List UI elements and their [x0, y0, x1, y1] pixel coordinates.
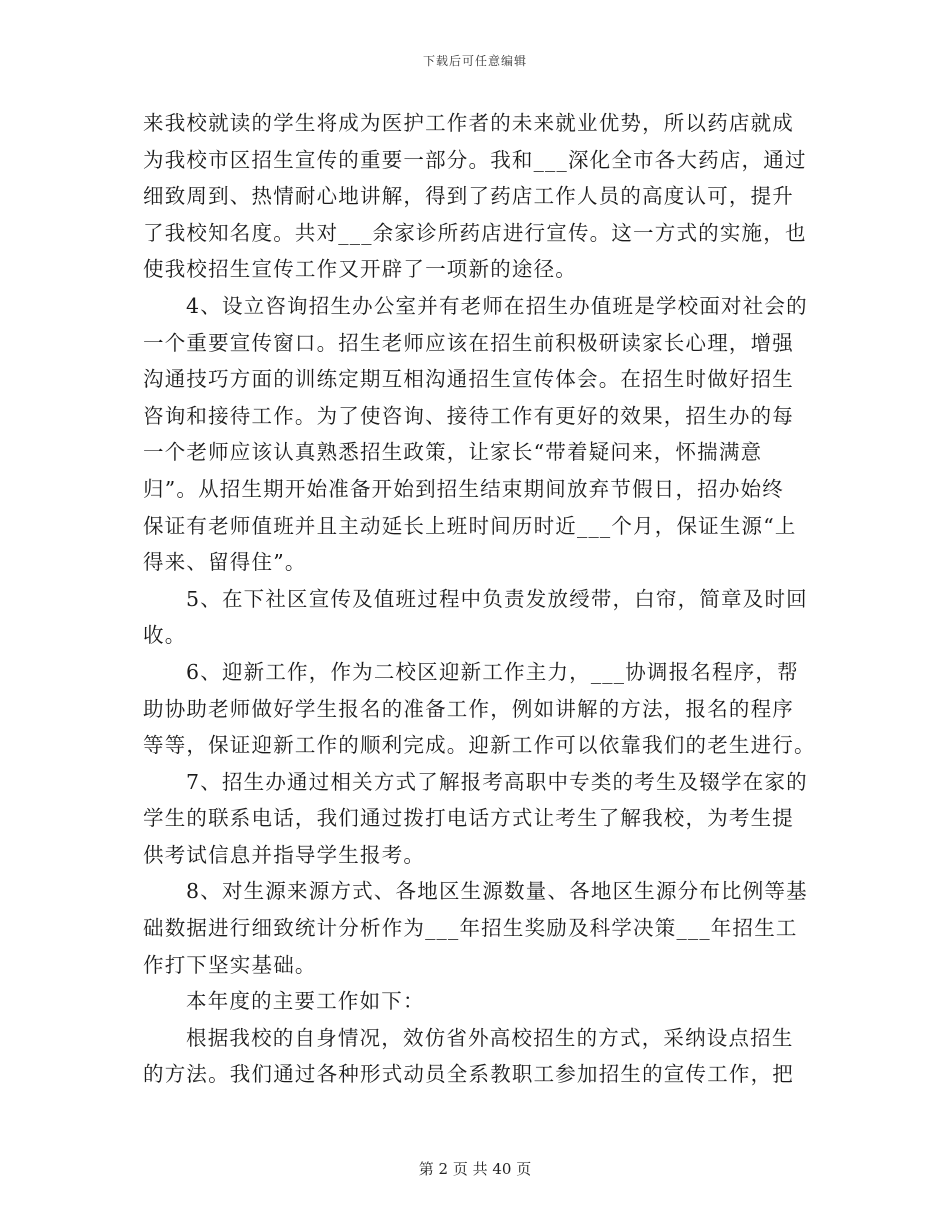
text-line: 保证有老师值班并且主动延长上班时间历时近___个月，保证生源“上 [143, 513, 797, 538]
page-footer: 第 2 页 共 40 页 [418, 1160, 532, 1178]
text-line: 4、设立咨询招生办公室并有老师在招生办值班是学校面对社会的 [186, 293, 808, 318]
text-line: 一个老师应该认真熟悉招生政策，让家长“带着疑问来，怀揣满意 [143, 440, 763, 465]
text-line: 助协助老师做好学生报名的准备工作，例如讲解的方法，报名的程序 [143, 696, 794, 721]
text-line: 作打下坚实基础。 [143, 952, 317, 977]
text-line: 使我校招生宣传工作又开辟了一项新的途径。 [143, 257, 577, 282]
page-header: 下载后可任意编辑 [422, 54, 527, 68]
text-line: 等等，保证迎新工作的顺利完成。迎新工作可以依靠我们的老生进行。 [143, 733, 816, 758]
text-line: 得来、留得住”。 [143, 550, 307, 575]
text-line: 了我校知名度。共对___余家诊所药店进行宣传。这一方式的实施，也 [143, 220, 807, 245]
text-line: 7、招生办通过相关方式了解报考高职中专类的考生及辍学在家的 [186, 769, 808, 794]
text-line: 收。 [143, 623, 187, 648]
text-line: 一个重要宣传窗口。招生老师应该在招生前积极研读家长心理，增强 [143, 330, 794, 355]
text-line: 沟通技巧方面的训练定期互相沟通招生宣传体会。在招生时做好招生 [143, 367, 794, 392]
text-line: 本年度的主要工作如下： [186, 989, 425, 1014]
text-line: 为我校市区招生宣传的重要一部分。我和___深化全市各大药店，通过 [143, 147, 807, 172]
text-line: 学生的联系电话，我们通过拨打电话方式让考生了解我校，为考生提 [143, 806, 794, 831]
text-line: 根据我校的自身情况，效仿省外高校招生的方式，采纳设点招生 [186, 1025, 794, 1050]
text-line: 细致周到、热情耐心地讲解，得到了药店工作人员的高度认可，提升 [143, 184, 794, 209]
text-line: 6、迎新工作，作为二校区迎新工作主力，___协调报名程序，帮 [186, 659, 799, 684]
text-line: 5、在下社区宣传及值班过程中负责发放绶带，白帘，简章及时回 [186, 586, 808, 611]
text-line: 的方法。我们通过各种形式动员全系教职工参加招生的宣传工作，把 [143, 1062, 794, 1087]
text-line: 咨询和接待工作。为了使咨询、接待工作有更好的效果，招生办的每 [143, 403, 794, 428]
text-line: 归”。从招生期开始准备开始到招生结束期间放弃节假日，招办始终 [143, 476, 784, 501]
document-body [143, 105, 816, 1093]
text-line: 供考试信息并指导学生报考。 [143, 842, 426, 867]
text-line: 8、对生源来源方式、各地区生源数量、各地区生源分布比例等基 [186, 879, 808, 904]
text-line: 础数据进行细致统计分析作为___年招生奖励及科学决策___年招生工 [143, 916, 798, 941]
text-line: 来我校就读的学生将成为医护工作者的未来就业优势，所以药店就成 [143, 111, 794, 135]
